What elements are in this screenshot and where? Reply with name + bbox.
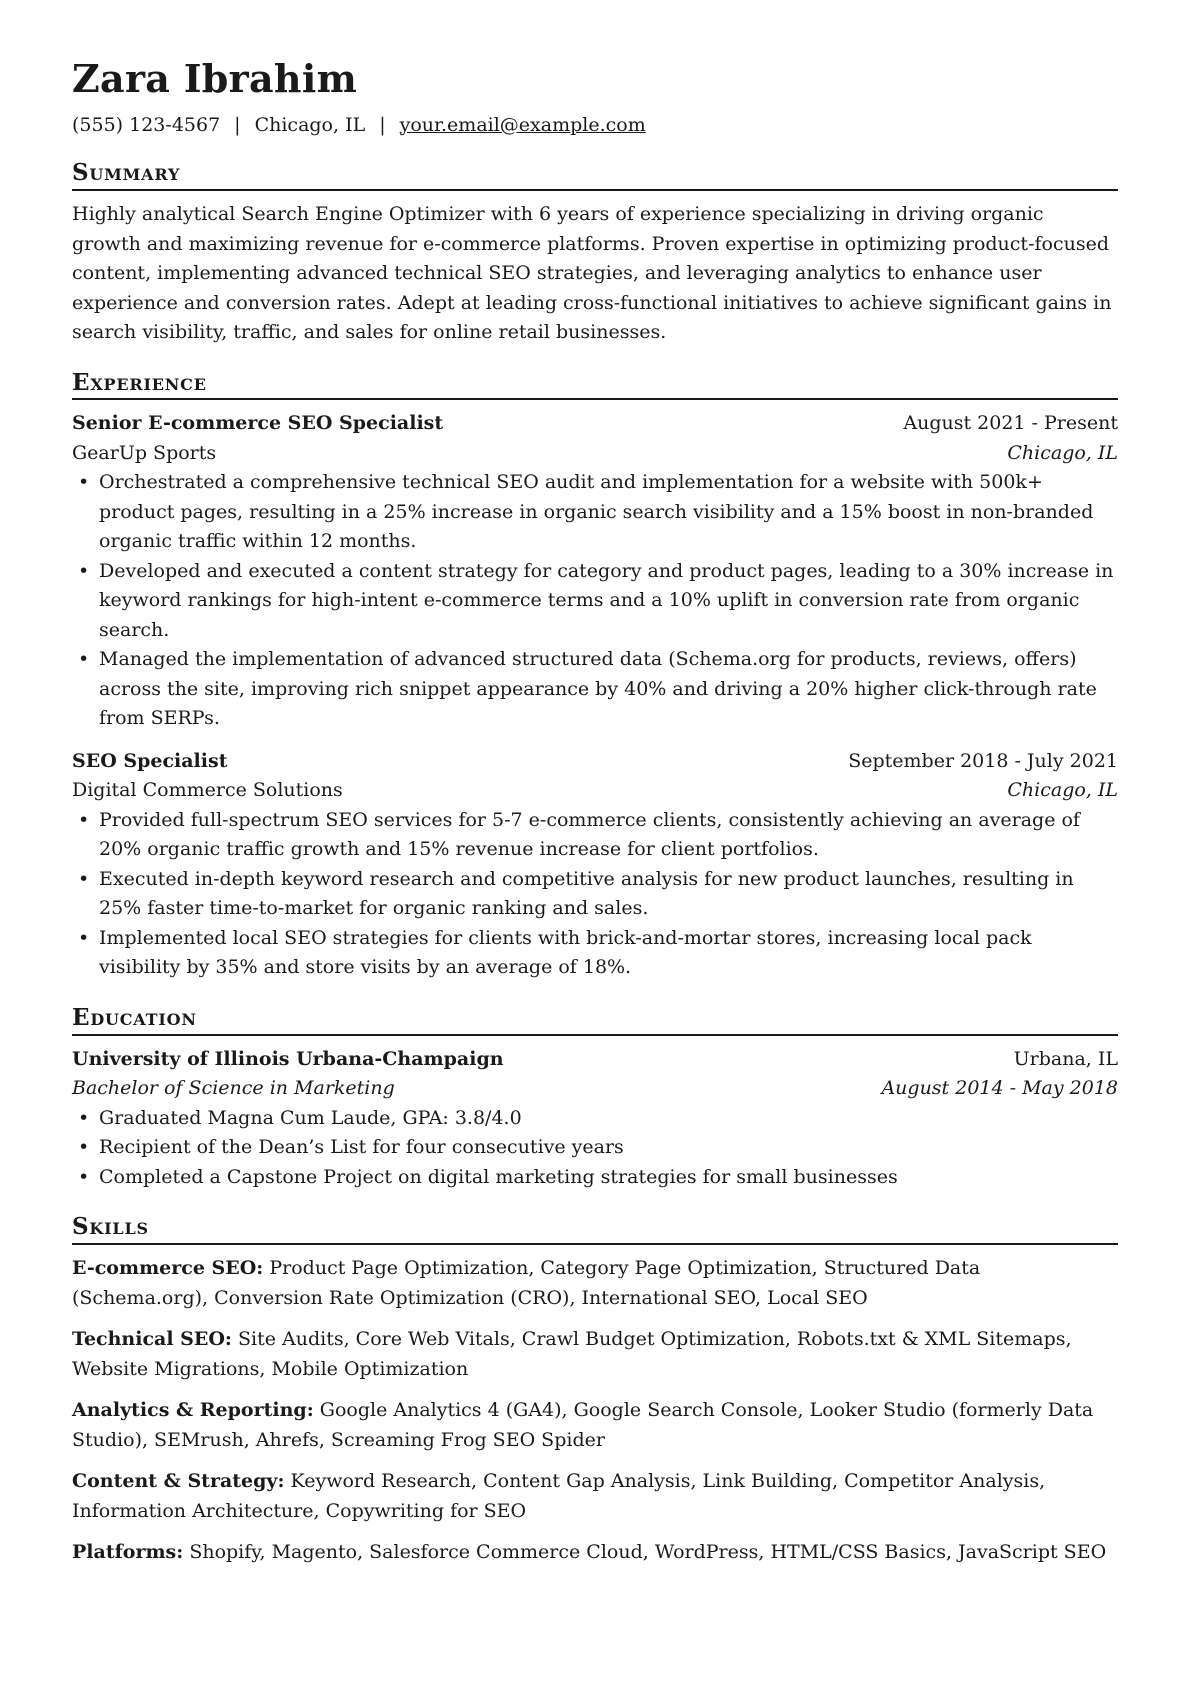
section-heading-education: Education [72, 1003, 1118, 1036]
job-company-row [72, 776, 1118, 806]
section-heading-skills: Skills [72, 1212, 1118, 1245]
education-header-row [72, 1045, 1118, 1075]
contact-separator: | [234, 113, 241, 136]
job-location: Chicago, IL [1007, 779, 1118, 802]
skill-group [72, 1254, 1118, 1313]
degree: Bachelor of Science in Marketing [72, 1077, 395, 1100]
job-location: Chicago, IL [1007, 441, 1118, 464]
skill-group [72, 1467, 1118, 1526]
candidate-name: Zara Ibrahim [72, 56, 358, 101]
job-company: GearUp Sports [72, 441, 217, 464]
contact-separator: | [379, 113, 386, 136]
section-heading-experience: Experience [72, 368, 1118, 401]
education-dates: August 2014 - May 2018 [881, 1077, 1118, 1100]
skill-text: Site Audits, Core Web Vitals, Crawl Budget Optimization, Robots.txt & XML Sitemaps, Website Migrations, Mobile Optimization [72, 1328, 1072, 1380]
job-header-row [72, 409, 1118, 439]
job-company-row [72, 439, 1118, 469]
skill-text: Shopify, Magento, Salesforce Commerce Cloud, WordPress, HTML/CSS Basics, JavaScript SEO [189, 1541, 1107, 1564]
bullet-item: • Executed in-depth keyword research and competitive analysis for new product launches, resulting in 25% faster time-to-market for organic ranking and sales. [72, 865, 1118, 924]
bullet-item: • Graduated Magna Cum Laude, GPA: 3.8/4.0 [72, 1104, 1118, 1134]
experience-section [72, 368, 1118, 983]
skill-label: E-commerce SEO: [72, 1257, 264, 1280]
bullet-item: • Implemented local SEO strategies for clients with brick-and-mortar stores, increasing local pack visibility by 35% and store visits by an average of 18%. [72, 924, 1118, 983]
section-heading-summary: Summary [72, 158, 1118, 191]
skill-group [72, 1325, 1118, 1384]
skill-label: Content & Strategy: [72, 1470, 285, 1493]
job-entry [72, 747, 1118, 983]
job-header-row [72, 747, 1118, 777]
skills-section [72, 1212, 1118, 1567]
skill-text: Google Analytics 4 (GA4), Google Search Console, Looker Studio (formerly Data Studio), SEMrush, Ahrefs, Screaming Frog SEO Spider [72, 1399, 1094, 1451]
job-bullets [72, 468, 1118, 734]
bullet-item: • Developed and executed a content strategy for category and product pages, leading to a 30% increase in keyword rankings for high-intent e-commerce terms and a 10% uplift in conversion rate from organic search. [72, 557, 1118, 646]
skill-text: Product Page Optimization, Category Page Optimization, Structured Data (Schema.org), Conversion Rate Optimization (CRO), International SEO, Local SEO [72, 1257, 981, 1309]
school-location: Urbana, IL [1013, 1047, 1118, 1070]
degree-row [72, 1074, 1118, 1104]
bullet-item: • Completed a Capstone Project on digital marketing strategies for small businesses [72, 1163, 1118, 1193]
school-name: University of Illinois Urbana-Champaign [72, 1047, 504, 1070]
skill-group [72, 1396, 1118, 1455]
job-dates: August 2021 - Present [903, 412, 1118, 435]
skill-label: Platforms: [72, 1541, 184, 1564]
bullet-item: • Recipient of the Dean’s List for four consecutive years [72, 1133, 1118, 1163]
job-role: SEO Specialist [72, 749, 228, 772]
job-company: Digital Commerce Solutions [72, 779, 343, 802]
bullet-item: • Provided full-spectrum SEO services for 5-7 e-commerce clients, consistently achieving an average of 20% organic traffic growth and 15% revenue increase for client portfolios. [72, 806, 1118, 865]
bullet-item: • Orchestrated a comprehensive technical SEO audit and implementation for a website with 500k+ product pages, resulting in a 25% increase in organic search visibility and a 15% boost in non-branded organic traffic within 12 months. [72, 468, 1118, 557]
skill-label: Technical SEO: [72, 1328, 232, 1351]
education-bullets [72, 1104, 1118, 1193]
contact-line [72, 112, 1118, 139]
skill-text: Keyword Research, Content Gap Analysis, Link Building, Competitor Analysis, Information Architecture, Copywriting for SEO [72, 1470, 1046, 1522]
summary-text: Highly analytical Search Engine Optimizer with 6 years of experience specializing in driving organic growth and maximizing revenue for e-commerce platforms. Proven expertise in optimizing product-focused content, implementing advanced technical SEO strategies, and leveraging analytics to enhance user experience and conversion rates. Adept at leading cross-functional initiatives to achieve significant gains in search visibility, traffic, and sales for online retail businesses. [72, 203, 1112, 344]
phone-number: (555) 123-4567 [72, 113, 221, 136]
education-section [72, 1003, 1118, 1192]
skill-group [72, 1538, 1118, 1568]
summary-section [72, 158, 1118, 347]
education-entry [72, 1045, 1118, 1193]
job-entry [72, 409, 1118, 734]
skill-label: Analytics & Reporting: [72, 1399, 314, 1422]
job-bullets [72, 806, 1118, 983]
job-role: Senior E-commerce SEO Specialist [72, 412, 444, 435]
location: Chicago, IL [254, 113, 366, 136]
bullet-item: • Managed the implementation of advanced structured data (Schema.org for products, reviews, offers) across the site, improving rich snippet appearance by 40% and driving a 20% higher click-through rate from SERPs. [72, 645, 1118, 734]
job-dates: September 2018 - July 2021 [848, 749, 1118, 772]
email-link[interactable]: your.email@example.com [399, 113, 646, 136]
